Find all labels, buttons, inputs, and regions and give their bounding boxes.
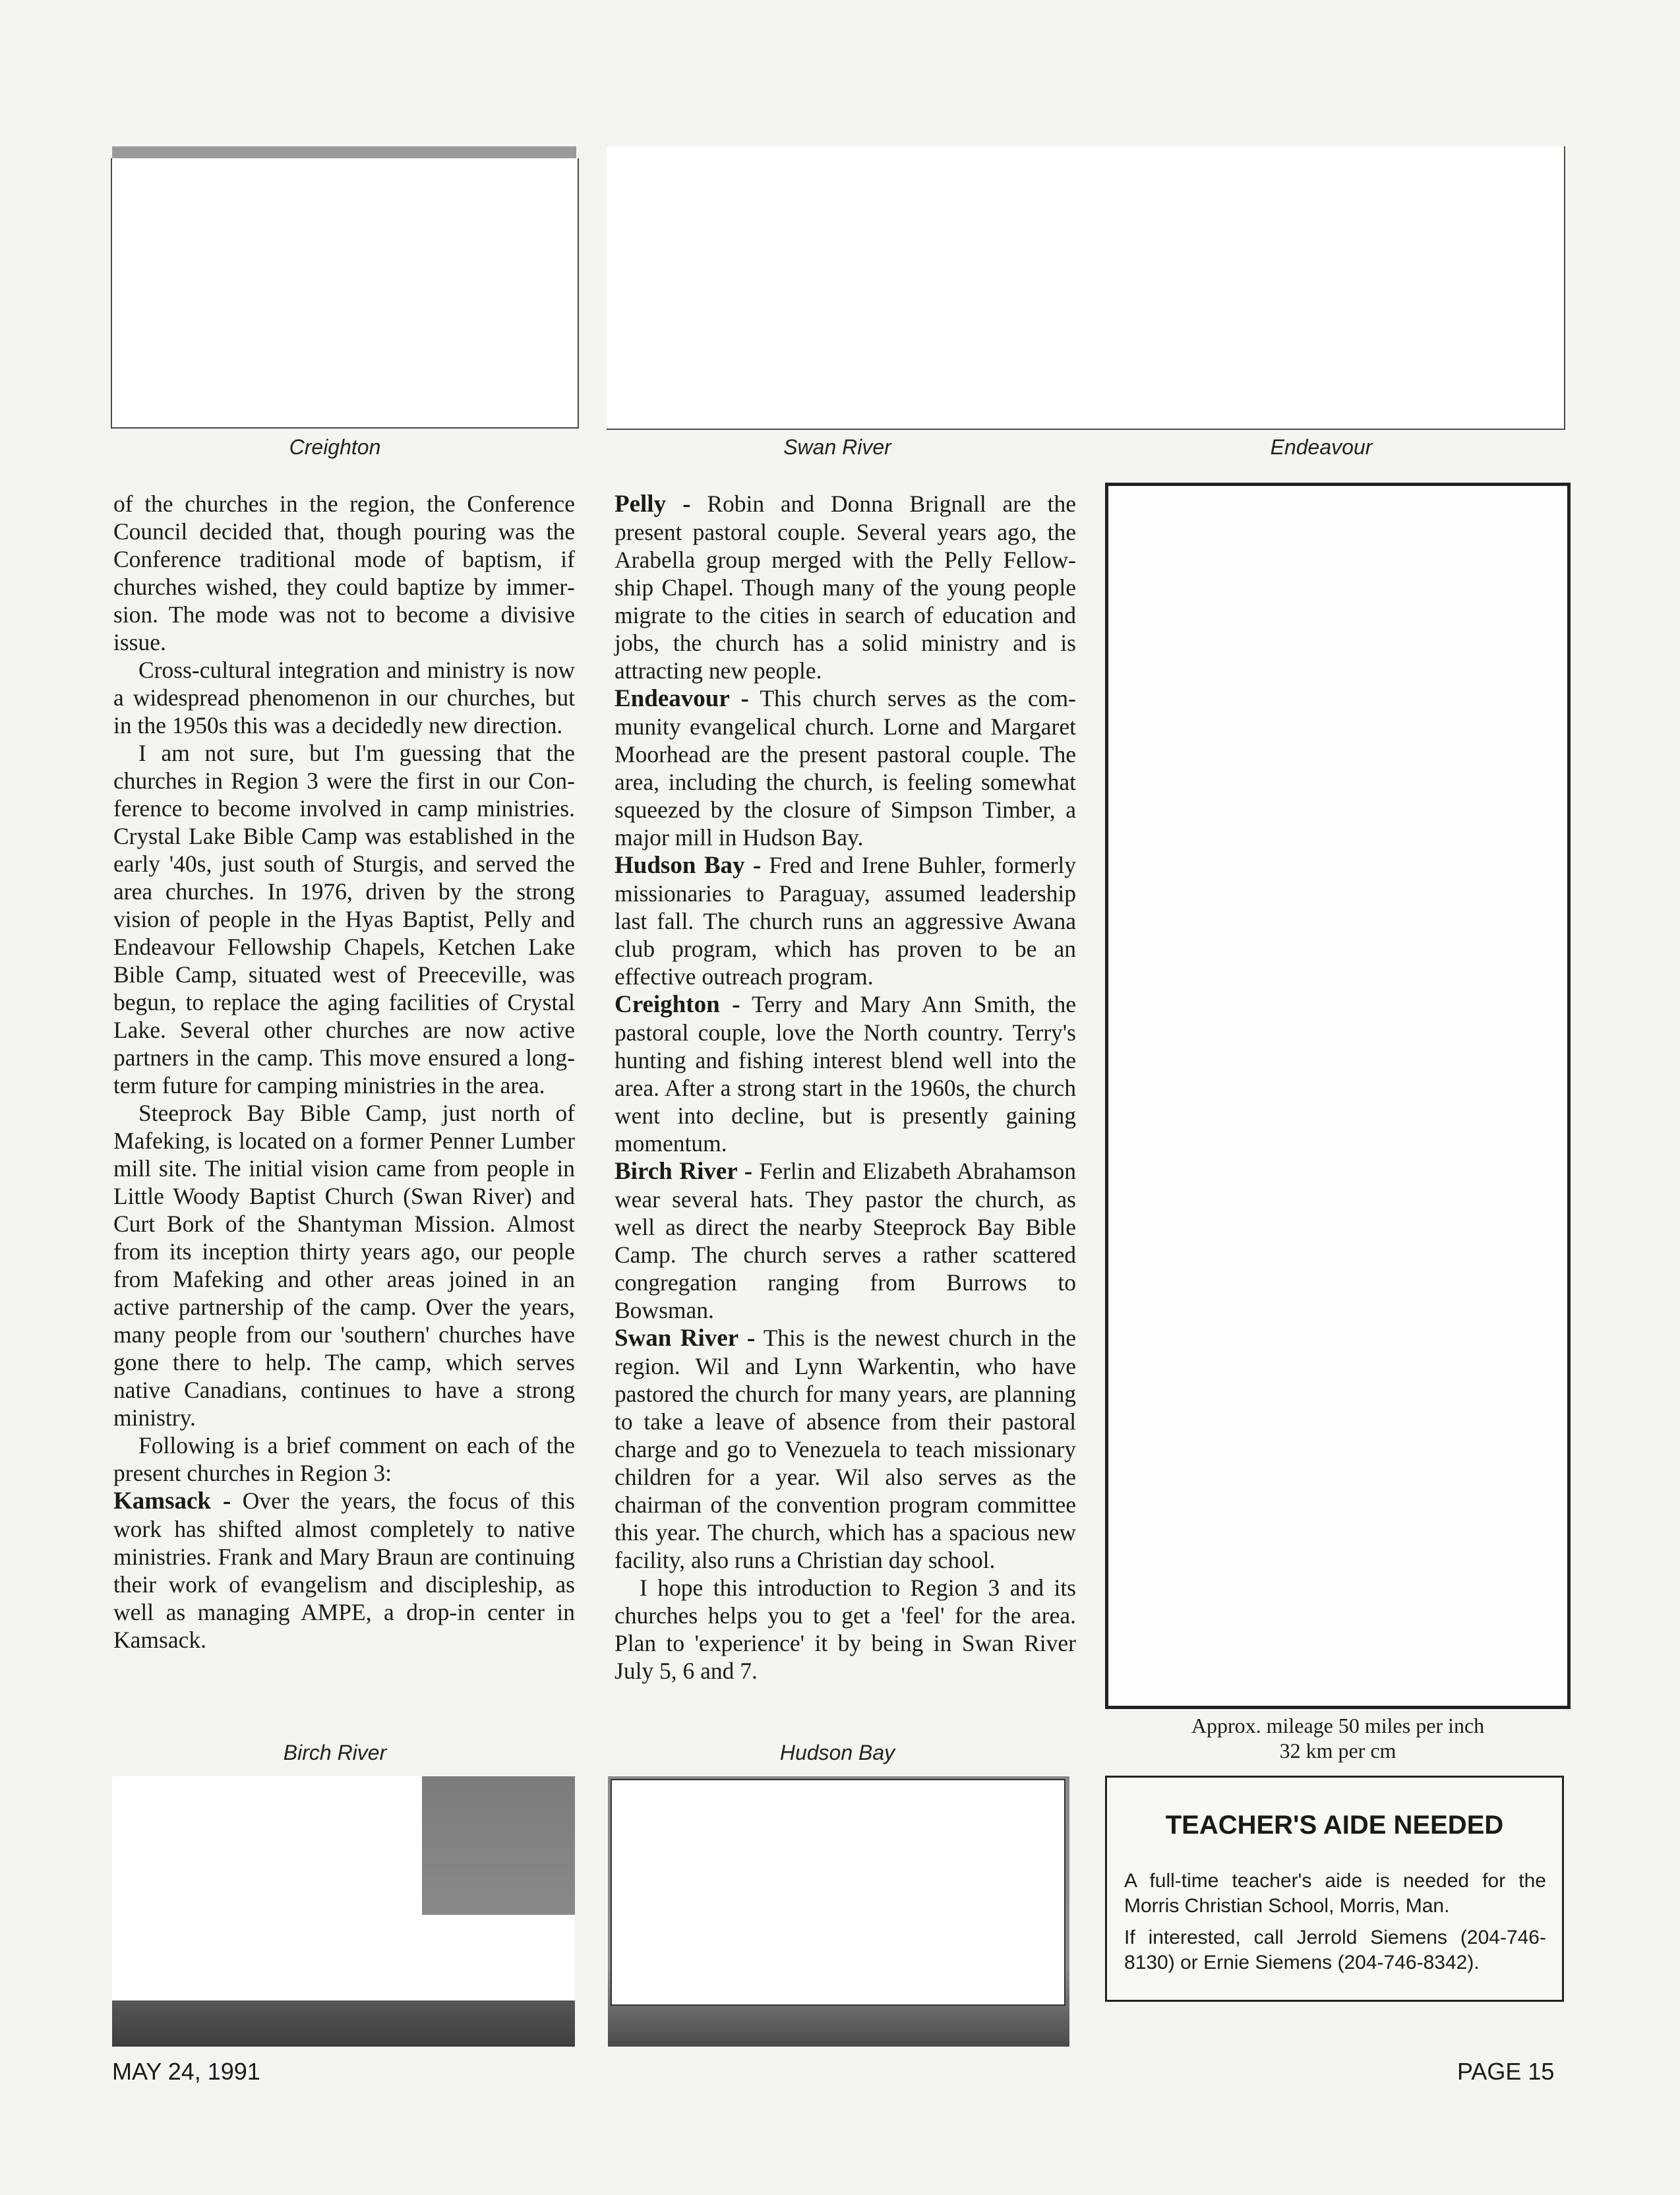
swan-river-endeavour-photo bbox=[607, 146, 1565, 430]
map-scale-km: 32 km per cm bbox=[1279, 1739, 1396, 1762]
endeavour-lead: Endeavour - bbox=[615, 685, 749, 712]
hudson-bay-photo bbox=[608, 1776, 1069, 2047]
birch-river-photo-mask bbox=[112, 1776, 422, 2000]
teacher-aide-ad bbox=[1105, 1776, 1564, 2002]
left-paragraph-3: I am not sure, but I'm guessing that the churches in Region 3 were the first in our Conference to become involved in camp ministries. Crystal Lake Bible Camp was established in the early '40s, just south of Sturgis, and served the area churches. In 1976, driven by the strong vision of people in the Hyas Baptist, Pelly and Endeavour Fellowship Chapels, Ketchen Lake Bible Camp, situated west of Preeceville, was begun, to replace the aging facilities of Crystal Lake. Several other churches are now active partners in the camp. This move ensured a long-term future for camping ministries in the area. bbox=[113, 740, 575, 1098]
birch-river-photo bbox=[112, 1776, 575, 2047]
swan-river-text: This is the newest church in the region. Wil and Lynn Warkentin, who have pastored the church for many years, are planning to take a leave of absence from their pastoral charge and go to Venezuela to teach missionary children for a year. Wil also serves as the chairman of the convention program committee this year. The church, which has a spacious new facility, also runs a Christian day school. bbox=[615, 1325, 1077, 1573]
pelly-text: Robin and Donna Brignall are the present pastoral couple. Several years ago, the Arabella group merged with the Pelly Fellowship Chapel. Though many of the young people migrate to the cities in search of education and jobs, the church has a solid ministry and is attracting new people. bbox=[615, 491, 1076, 684]
middle-column bbox=[615, 490, 1076, 1685]
footer-page: PAGE 15 bbox=[1457, 2058, 1555, 2085]
map-scale-note bbox=[1105, 1713, 1571, 1763]
hudson-bay-photo-mask bbox=[611, 1779, 1065, 2006]
kamsack-entry bbox=[113, 1487, 575, 1654]
caption-hudson-bay: Hudson Bay bbox=[779, 1741, 895, 1764]
pelly-entry bbox=[615, 490, 1076, 684]
kamsack-text: Over the years, the focus of this work has shifted almost completely to native ministries. Frank and Mary Braun are continuing their work of evangelism and discipleship, as well as managing AMPE, a drop-in center in Kamsack. bbox=[113, 1488, 575, 1653]
map-scale-miles: Approx. mileage 50 miles per inch bbox=[1191, 1714, 1485, 1737]
hudson-bay-entry bbox=[615, 851, 1076, 990]
footer-date: MAY 24, 1991 bbox=[112, 2058, 260, 2085]
hudson-bay-text: Fred and Irene Buhler, formerly missionaries to Paraguay, assumed leadership last fall. The church runs an aggressive Awana club program, which has proven to be an effective outreach program. bbox=[615, 852, 1076, 990]
caption-creighton: Creighton bbox=[289, 435, 381, 459]
endeavour-entry bbox=[615, 684, 1076, 851]
creighton-lead: Creighton - bbox=[615, 991, 740, 1018]
creighton-text: Terry and Mary Ann Smith, the pastoral couple, love the North country. Terry's hunting and fishing interest blend well into the area. After a strong start in the 1960s, the church went into decline, but is presently gaining momentum. bbox=[615, 991, 1077, 1157]
left-column bbox=[113, 490, 575, 1654]
ad-title: TEACHER'S AIDE NEEDED bbox=[1165, 1811, 1504, 1840]
region-map bbox=[1105, 483, 1571, 1709]
caption-endeavour: Endeavour bbox=[1270, 435, 1373, 459]
birch-river-photo-mask-2 bbox=[422, 1915, 575, 2000]
ad-line-2: If interested, call Jerrold Siemens (204-746-8130) or Ernie Siemens (204-746-8342). bbox=[1124, 1927, 1546, 1973]
caption-birch-river: Birch River bbox=[283, 1741, 387, 1764]
ad-line-1: A full-time teacher's aide is needed for the Morris Christian School, Morris, Man. bbox=[1124, 1870, 1546, 1917]
left-paragraph-2: Cross-cultural integration and ministry is now a widespread phenomenon in our churches, but in the 1950s this was a decidedly new direction. bbox=[113, 657, 575, 738]
creighton-photo bbox=[111, 158, 579, 429]
swan-river-entry bbox=[615, 1324, 1076, 1574]
caption-swan-river: Swan River bbox=[783, 435, 891, 459]
pelly-lead: Pelly - bbox=[615, 491, 691, 518]
ad-body bbox=[1124, 1869, 1546, 1982]
birch-river-text: Ferlin and Elizabeth Abrahamson wear several hats. They pastor the church, as well as direct the nearby Steeprock Bay Bible Camp. The church serves a rather scattered congregation ranging from Burrows to Bowsman. bbox=[615, 1158, 1077, 1323]
hudson-bay-lead: Hudson Bay - bbox=[615, 852, 762, 879]
creighton-entry bbox=[615, 990, 1076, 1157]
swan-river-lead: Swan River - bbox=[615, 1325, 756, 1352]
birch-river-entry bbox=[615, 1157, 1076, 1324]
endeavour-text: This church serves as the community evangelical church. Lorne and Margaret Moorhead are the present pastoral couple. The area, including the church, is feeling somewhat squeezed by the closure of Simpson Timber, a major mill in Hudson Bay. bbox=[615, 685, 1076, 851]
left-paragraph-1: of the churches in the region, the Conference Council decided that, though pouring was the Conference traditional mode of baptism, if churches wished, they could baptize by immersion. The mode was not to become a divisive issue. bbox=[113, 491, 575, 655]
closing-paragraph: I hope this introduction to Region 3 and its churches helps you to get a 'feel' for the area. Plan to 'experience' it by being in Swan River July 5, 6 and 7. bbox=[615, 1575, 1076, 1684]
left-paragraph-4: Steeprock Bay Bible Camp, just north of Mafeking, is located on a former Penner Lumber mill site. The initial vision came from people in Little Woody Baptist Church (Swan River) and Curt Bork of the Shantyman Mission. Almost from its inception thirty years ago, our people from Mafeking and other areas joined in an active partnership of the camp. Over the years, many people from our 'southern' churches have gone there to help. The camp, which serves native Canadians, continues to have a strong ministry. bbox=[113, 1100, 575, 1431]
left-paragraph-5: Following is a brief comment on each of the present churches in Region 3: bbox=[113, 1432, 575, 1486]
birch-river-lead: Birch River - bbox=[615, 1158, 753, 1185]
kamsack-lead: Kamsack - bbox=[113, 1488, 231, 1515]
